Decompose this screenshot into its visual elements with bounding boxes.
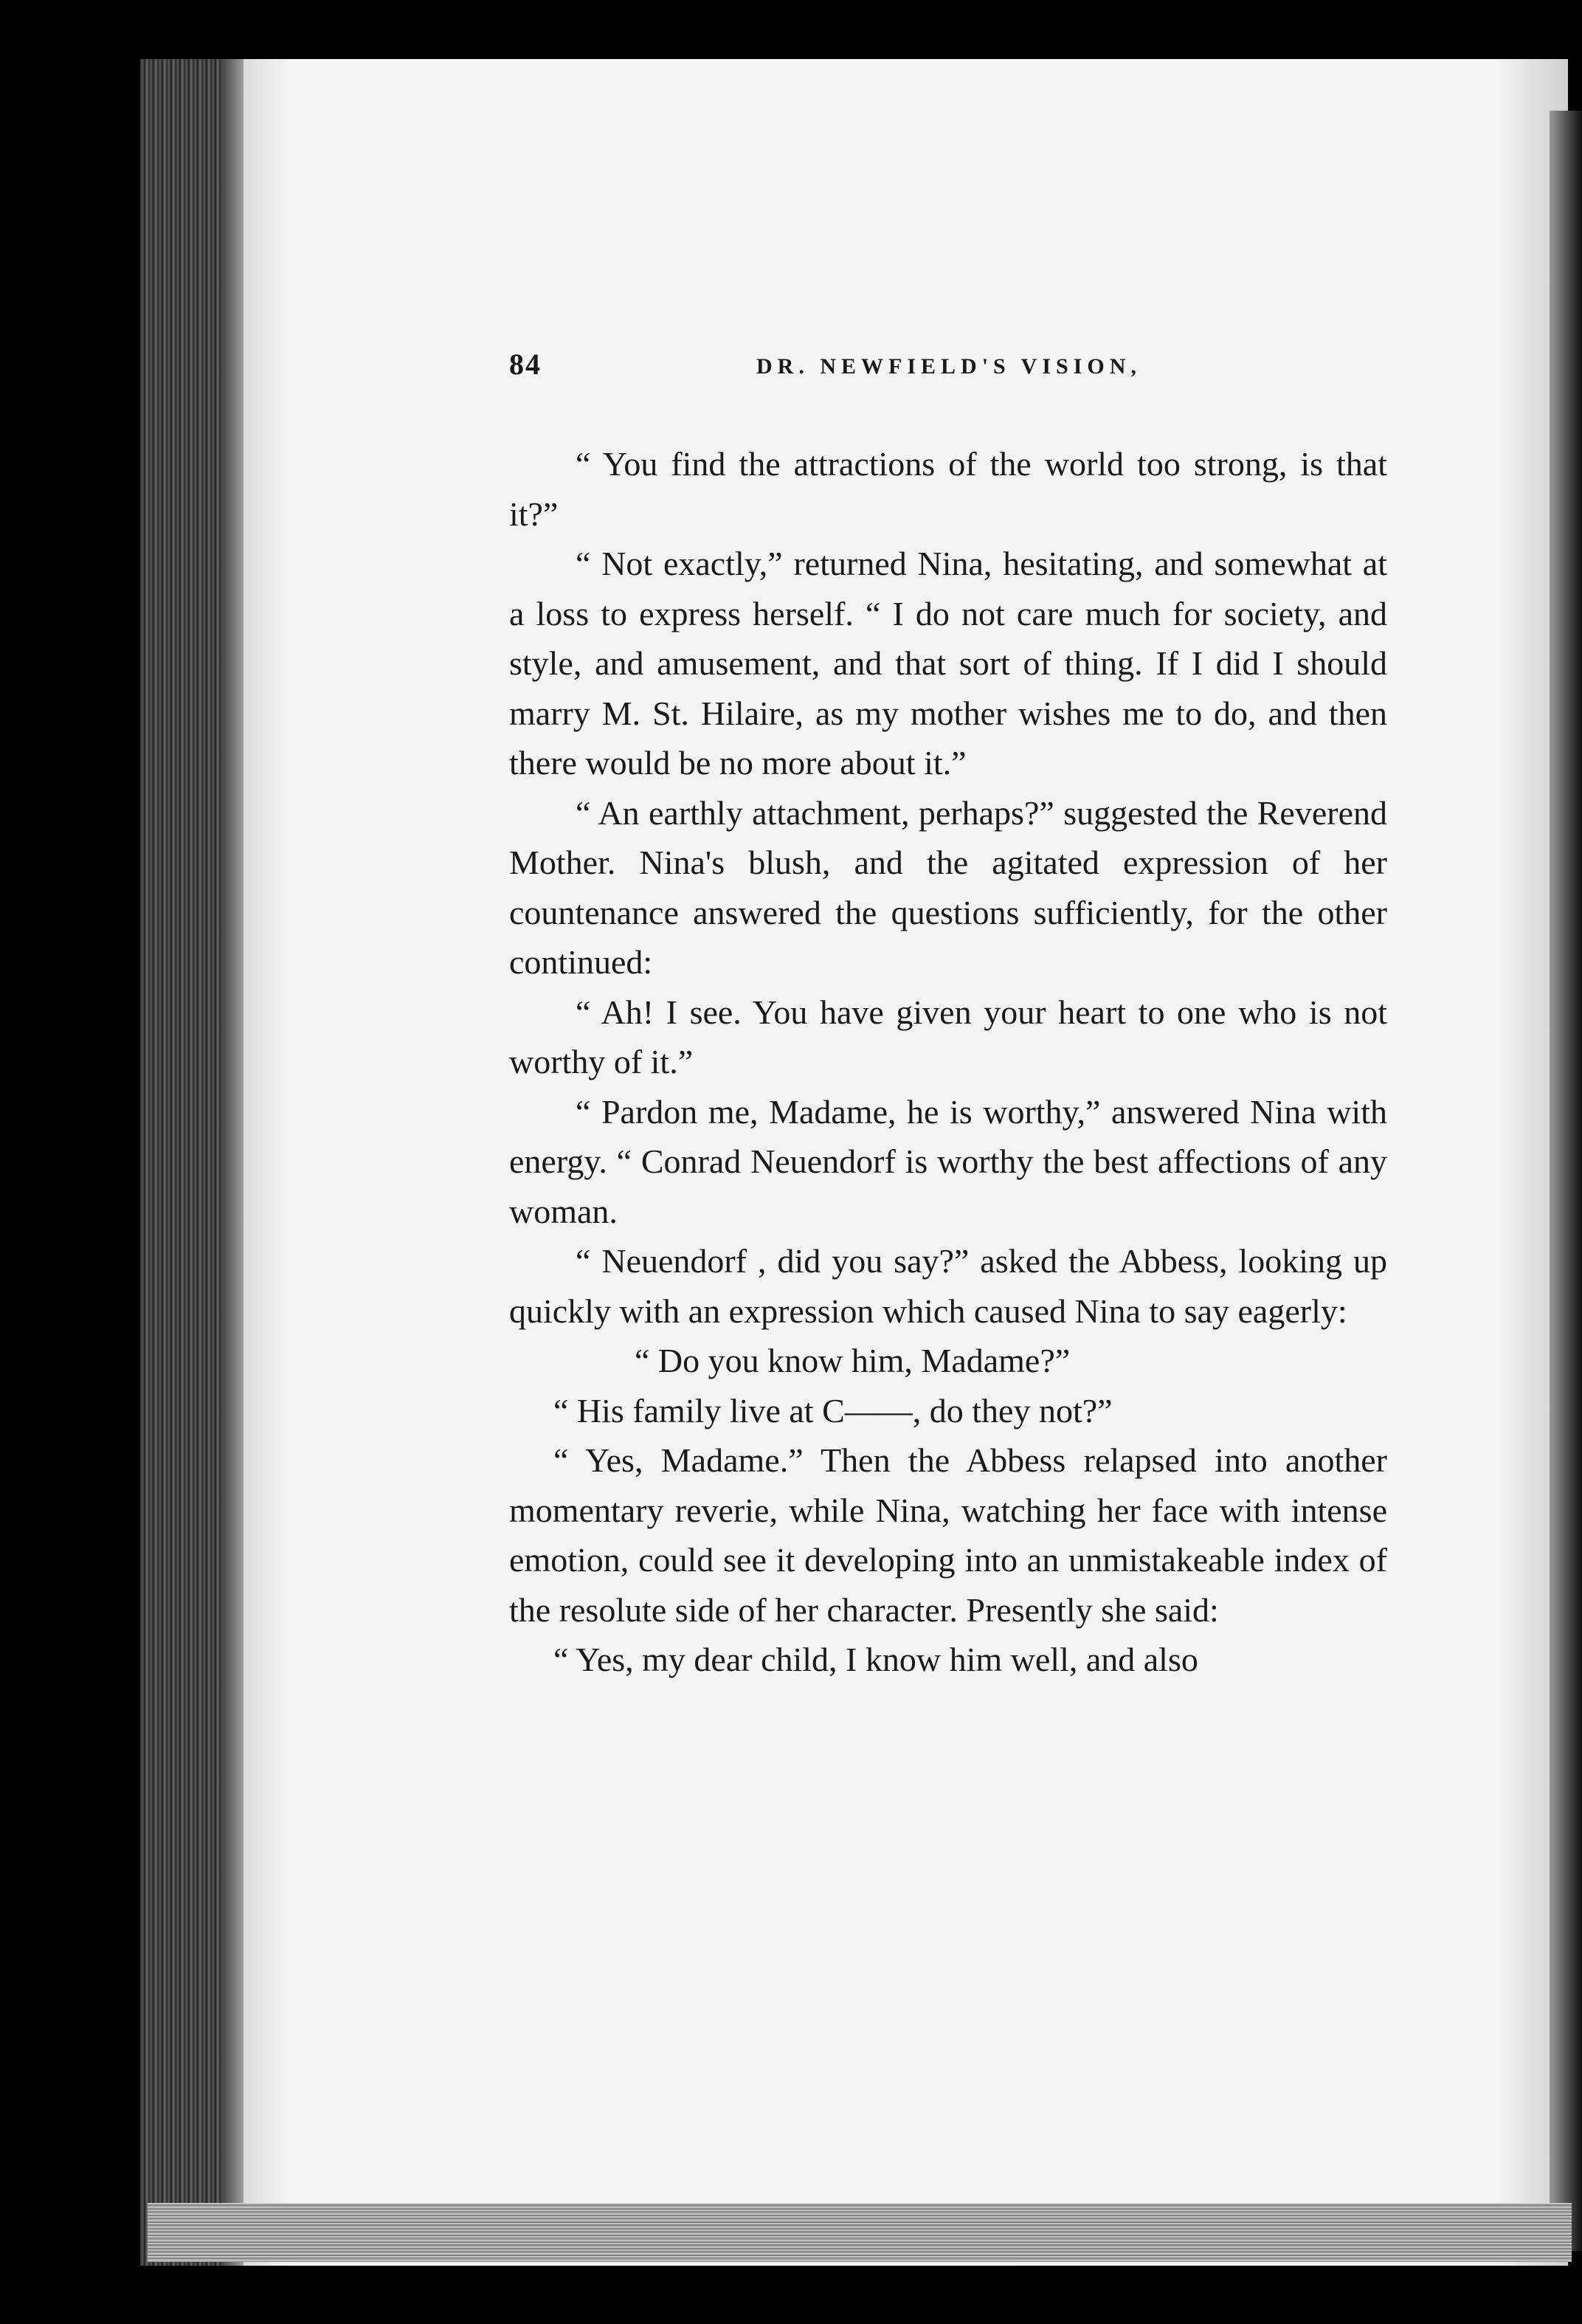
- page-edge-right: [1550, 111, 1582, 2251]
- page-header: [509, 347, 1387, 399]
- paragraph: “ Not exactly,” returned Nina, hesitating, and somewhat at a loss to express herself. “ I do not care much for society, and style, and amusement, and that sort of thing. If I did I should marry M. St. Hilaire, as my mother wishes me to do, and then there would be no more about it.”: [509, 545, 1387, 782]
- paragraph: “ Ah! I see. You have given your heart to one who is not worthy of it.”: [509, 993, 1387, 1080]
- page-edges-left: [140, 59, 251, 2266]
- running-title: DR. NEWFIELD'S VISION,: [756, 354, 1141, 379]
- page-number: 84: [509, 348, 542, 381]
- paragraph: “ Yes, my dear child, I know him well, and also: [553, 1641, 1198, 1678]
- paragraph: “ Neuendorf , did you say?” asked the Abbess, looking up quickly with an expression which caused Nina to say eagerly:: [509, 1242, 1387, 1330]
- paragraph: “ An earthly attachment, perhaps?” suggested the Reverend Mother. Nina's blush, and the agitated expression of her countenance answered the questions sufficiently, for the other continued:: [509, 793, 1387, 981]
- paragraph: “ Pardon me, Madame, he is worthy,” answered Nina with energy. “ Conrad Neuendorf is worthy the best affections of any woman.: [509, 1092, 1387, 1230]
- page-edges-bottom: [148, 2203, 1572, 2262]
- paragraph: “ You find the attractions of the world too strong, is that it?”: [509, 445, 1387, 533]
- paragraph: “ Do you know him, Madame?”: [635, 1342, 1071, 1379]
- paragraph: “ Yes, Madame.” Then the Abbess relapsed into another momentary reverie, while Nina, watching her face with intense emotion, could see it developing into an unmistakeable index of the resolute side of her character. Presently she said:: [509, 1441, 1387, 1629]
- paragraph: “ His family live at C——, do they not?”: [553, 1391, 1113, 1430]
- page-text: [509, 347, 1387, 1685]
